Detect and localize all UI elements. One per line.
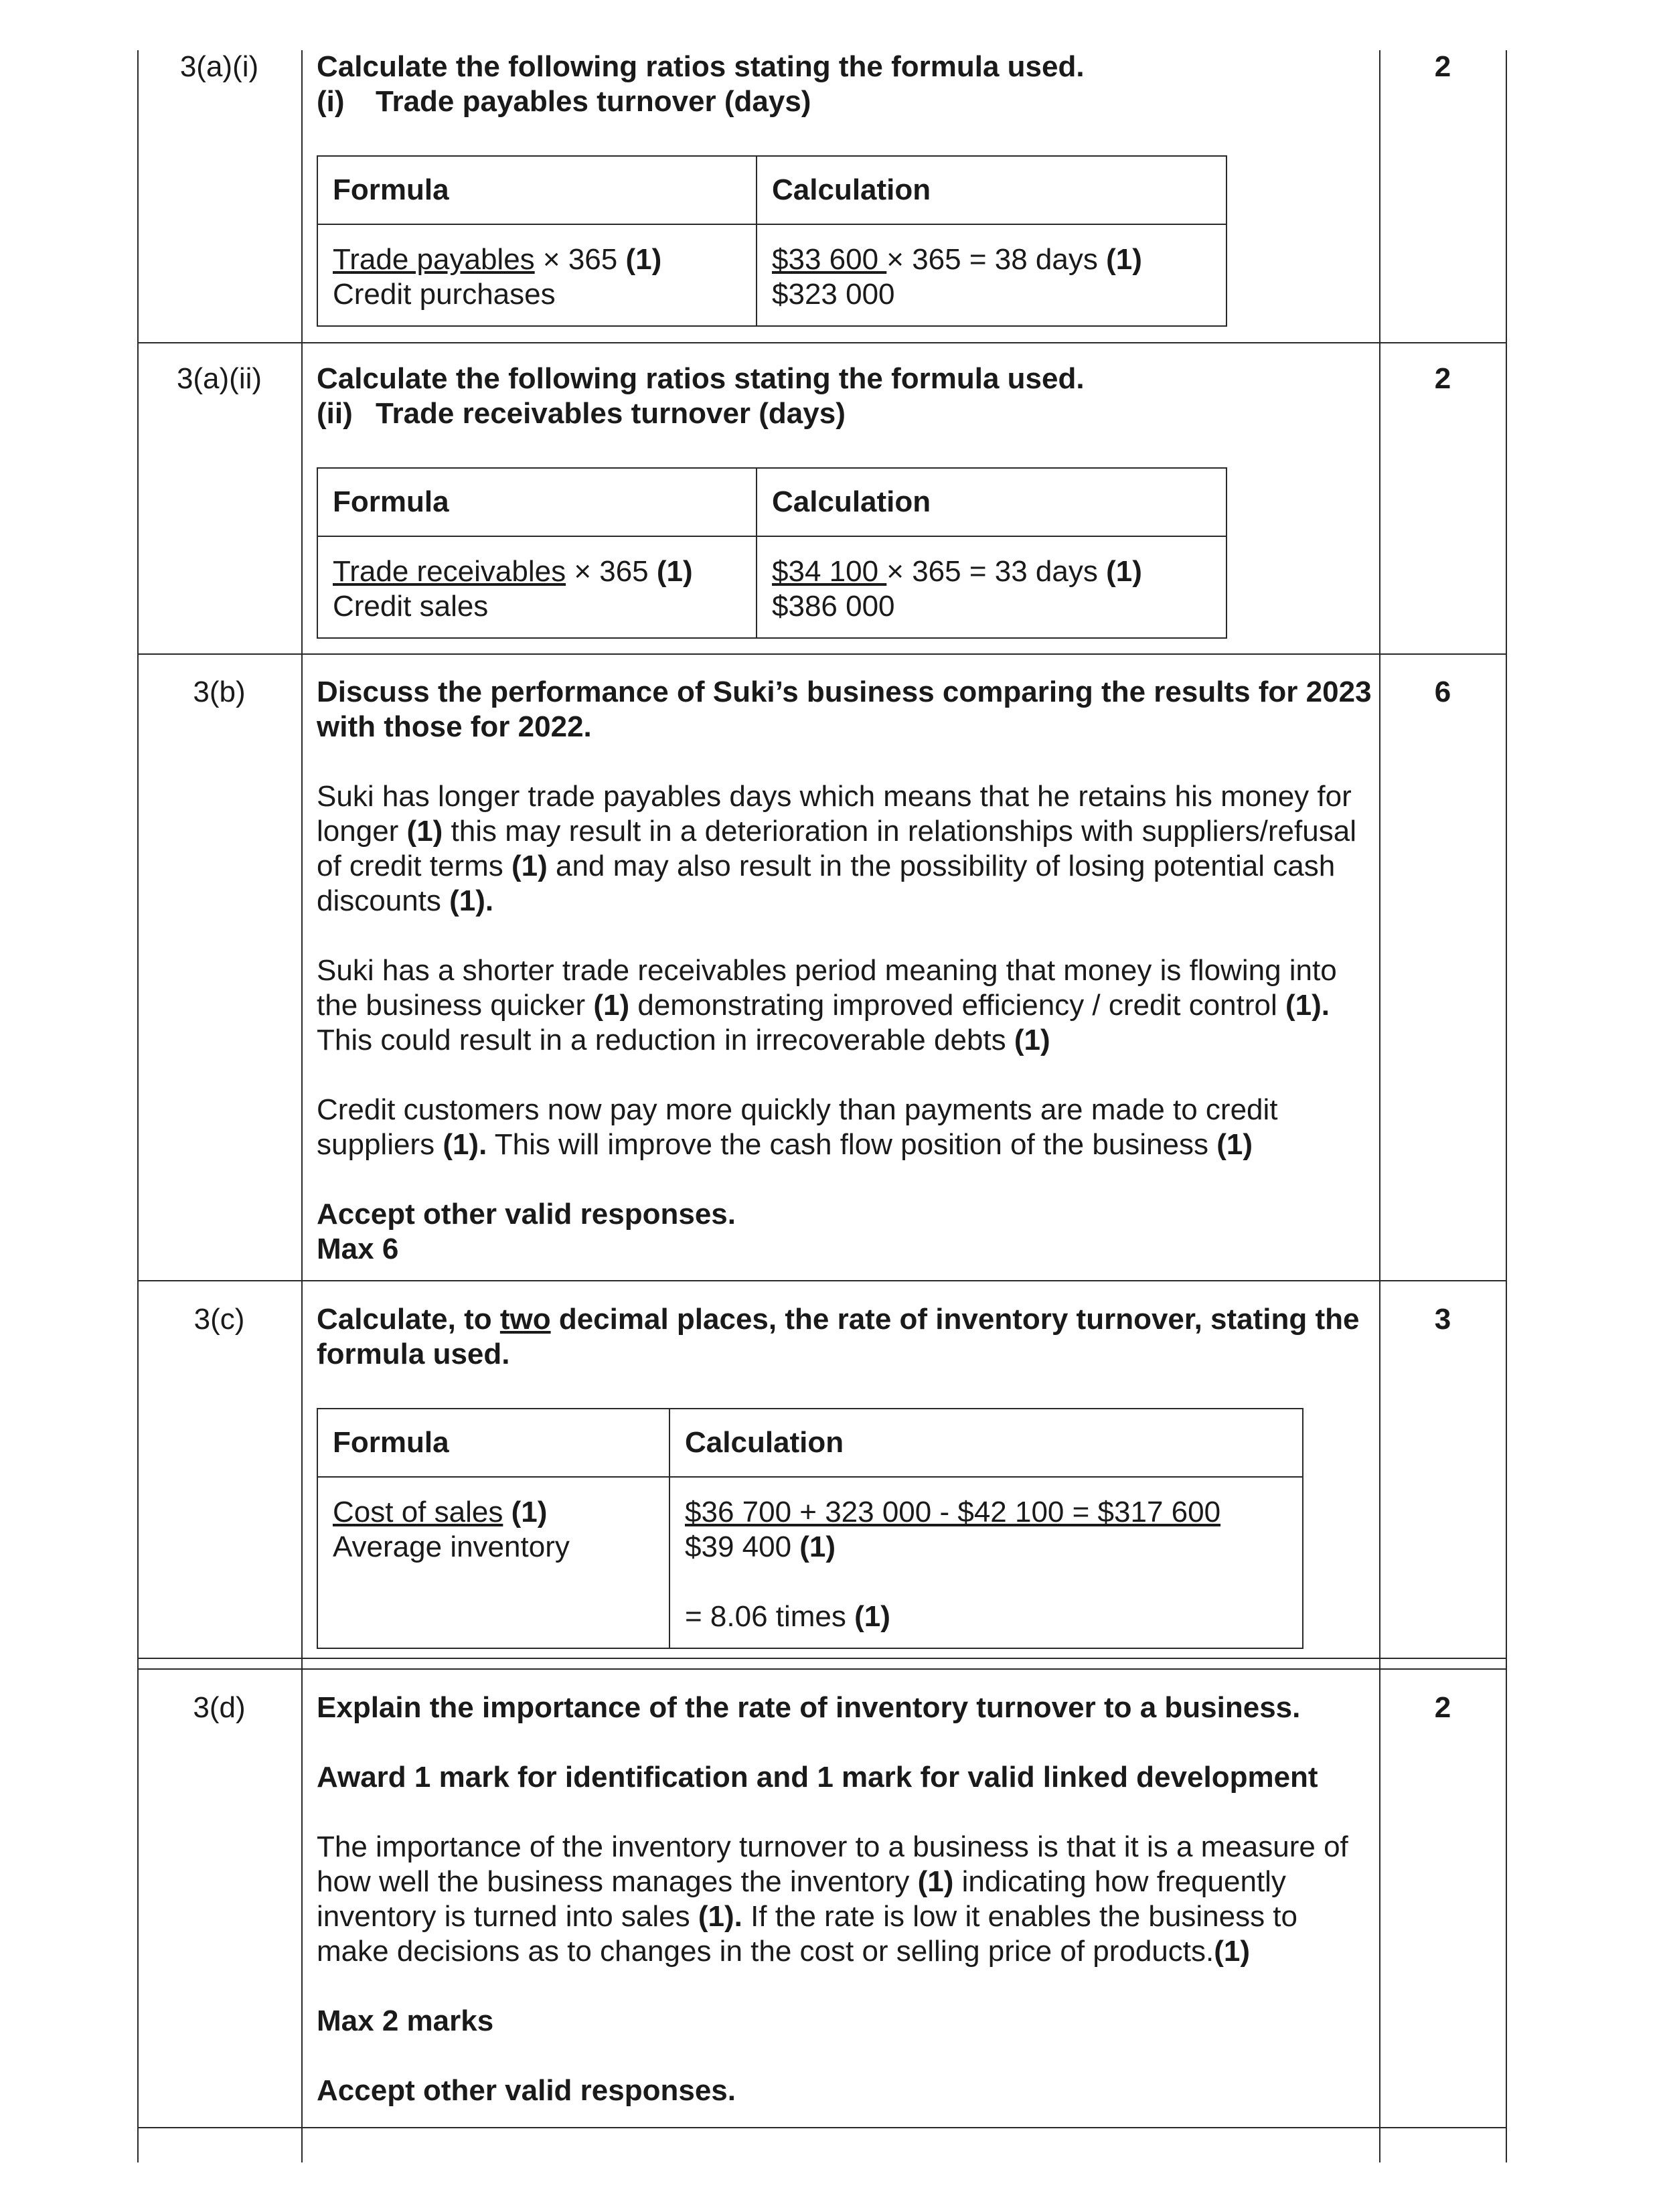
mark-value: 2 [1434, 1691, 1451, 1724]
mark-value: 2 [1434, 362, 1451, 395]
question-subpart: (i) Trade payables turnover (days) [317, 85, 811, 118]
answer-3d [317, 1690, 1374, 2108]
row-divider [137, 653, 1507, 655]
question-heading: Calculate the following ratios stating the formula used. [317, 50, 1085, 83]
question-number: 3(a)(ii) [176, 362, 262, 395]
calculation-cell: $33 600 × 365 = 38 days (1) $323 000 [757, 224, 1227, 326]
table-border-question-col [301, 50, 303, 2162]
header-formula: Formula [317, 468, 757, 536]
max-marks-note: Max 2 marks [317, 2004, 494, 2037]
answer-3b [317, 675, 1374, 1267]
max-marks-note: Max 6 [317, 1233, 399, 1265]
ratio-table [317, 467, 1227, 639]
answer-paragraph: Suki has a shorter trade receivables period meaning that money is flowing into the business quicker (1) demonstrating improved efficiency / credit control (1). This could result in a reduction in irrecoverable debts (1) [317, 954, 1337, 1056]
answer-3c [317, 1302, 1374, 1649]
question-heading: Discuss the performance of Suki’s business comparing the results for 2023 with those for 2022. [317, 676, 1372, 743]
question-number: 3(b) [193, 676, 246, 708]
question-number: 3(d) [193, 1691, 246, 1724]
question-heading: Calculate the following ratios stating the formula used. [317, 362, 1085, 395]
accept-note: Accept other valid responses. [317, 1198, 736, 1231]
header-calculation: Calculation [757, 468, 1227, 536]
formula-cell: Cost of sales (1) Average inventory [317, 1477, 669, 1648]
answer-paragraph: Credit customers now pay more quickly than payments are made to credit suppliers (1). This will improve the cash flow position of the business (1) [317, 1093, 1278, 1161]
answer-paragraph: Suki has longer trade payables days which means that he retains his money for longer (1) this may result in a deterioration in relationships with suppliers/refusal of credit terms (1) and may also result in the possibility of losing potential cash discounts (1). [317, 780, 1356, 917]
mark-value: 6 [1434, 676, 1451, 708]
row-divider [137, 2127, 1507, 2128]
row-divider [137, 1280, 1507, 1281]
answer-3ai [317, 50, 1374, 327]
question-heading: Calculate, to two decimal places, the rate of inventory turnover, stating the formula used. [317, 1303, 1360, 1370]
question-subpart: (ii) Trade receivables turnover (days) [317, 397, 846, 430]
header-calculation: Calculation [757, 156, 1227, 224]
row-divider [137, 1658, 1507, 1659]
calculation-cell: $36 700 + 323 000 - $42 100 = $317 600 $39 400 (1) = 8.06 times (1) [669, 1477, 1303, 1648]
formula-cell: Trade payables × 365 (1) Credit purchases [317, 224, 757, 326]
award-guidance: Award 1 mark for identification and 1 mark for valid linked development [317, 1761, 1318, 1794]
calculation-cell: $34 100 × 365 = 33 days (1) $386 000 [757, 536, 1227, 638]
accept-note: Accept other valid responses. [317, 2074, 736, 2107]
mark-value: 3 [1434, 1303, 1451, 1336]
question-number: 3(c) [193, 1303, 245, 1336]
ratio-table [317, 155, 1227, 327]
header-formula: Formula [317, 156, 757, 224]
answer-paragraph: The importance of the inventory turnover to a business is that it is a measure of how well the business manages the inventory (1) indicating how frequently inventory is turned into sales (1). If the rate is low it enables the business to make decisions as to changes in the cost or selling price of products.(1) [317, 1830, 1348, 1968]
row-divider [137, 342, 1507, 343]
header-formula: Formula [317, 1409, 669, 1477]
mark-value: 2 [1434, 50, 1451, 83]
row-divider [137, 1668, 1507, 1670]
question-heading: Explain the importance of the rate of inventory turnover to a business. [317, 1691, 1301, 1724]
question-number: 3(a)(i) [179, 50, 259, 83]
formula-cell: Trade receivables × 365 (1) Credit sales [317, 536, 757, 638]
ratio-table [317, 1408, 1303, 1649]
header-calculation: Calculation [669, 1409, 1303, 1477]
answer-3aii [317, 362, 1374, 639]
